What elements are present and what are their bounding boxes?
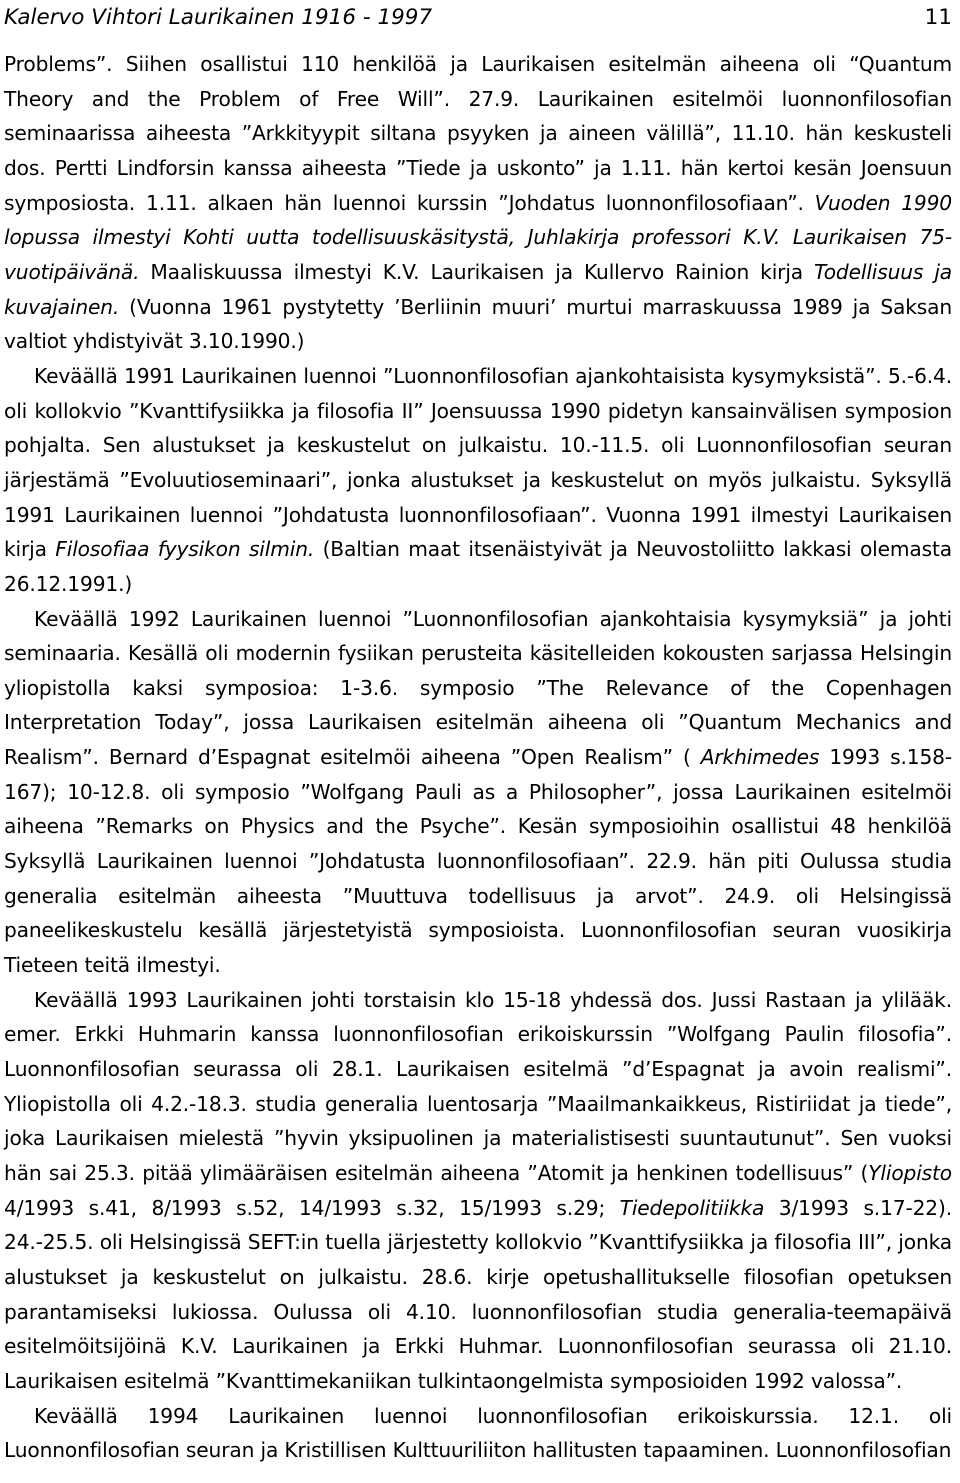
italic-text: Yliopisto xyxy=(868,1161,952,1185)
italic-text: Filosofiaa fyysikon silmin. xyxy=(55,537,315,562)
text-run: (Vuonna 1961 pystytetty ’Berliinin muuri’ murtui marraskuussa 1989 ja Saksan valtiot yhdistyivät 3.10.1990.) xyxy=(4,294,952,354)
text-run: 4/1993 s.41, 8/1993 s.52, 14/1993 s.32, 15/1993 s.29; xyxy=(4,1195,620,1220)
text-run: 3/1993 s.17-22). 24.-25.5. oli Helsingissä SEFT:in tuella järjestetty kollokvio ”Kvanttifysiikka ja filosofia III”, jonka alustukset ja keskustelut on julkaistu. 28.6. kirje opetushallitukselle filosofian opetuksen parantamiseksi lukiossa. Oulussa oli 4.10. luonnonfilosofian studia generalia-teemapäivä esitelmöitsijöinä K.V. Laurikainen ja Erkki Huhmar. Luonnonfilosofian seurassa oli 21.10. Laurikaisen esitelmä ”Kvanttimekaniikan tulkintaongelmista symposioiden 1992 valossa”. xyxy=(4,1195,952,1393)
text-run: Keväällä 1992 Laurikainen luennoi ”Luonnonfilosofian ajankohtaisia kysymyksiä” ja johti seminaaria. Kesällä oli modernin fysiikan perusteita käsitelleiden kokousten sarjassa Helsingin yliopistolla kaksi symposioa: 1-3.6. symposio ”The Relevance of the Copenhagen Interpretation Today”, jossa Laurikaisen esitelmän aiheena oli ”Quantum Mechanics and Realism”. Bernard d’Espagnat esitelmöi aiheena ”Open Realism” ( xyxy=(4,606,952,770)
paragraph xyxy=(4,983,952,1399)
page-header xyxy=(4,0,952,36)
paragraph xyxy=(4,602,952,983)
document-body xyxy=(4,47,952,1468)
italic-text: Todellisuus ja kuvajainen. xyxy=(4,259,952,319)
text-run: (Baltian maat itsenäistyivät ja Neuvostoliitto lakkasi olemasta 26.12.1991.) xyxy=(4,537,952,596)
paragraph xyxy=(4,359,952,602)
paragraph xyxy=(4,47,952,359)
text-run: Keväällä 1994 Laurikainen luennoi luonnonfilosofian erikoiskurssia. 12.1. oli Luonnonfilosofian seuran ja Kristillisen Kulttuuriliiton hallitusten tapaaminen. Luonnonfilosofian xyxy=(4,1403,952,1463)
italic-text: Arkhimedes xyxy=(700,745,820,770)
text-run: 1993 s.158-167); 10-12.8. oli symposio ”Wolfgang Pauli as a Philosopher”, jossa Laurikainen esitelmöi aiheena ”Remarks on Physics and the Psyche”. Kesän symposioihin osallistui 48 henkilöä Syksyllä Laurikainen luennoi ”Johdatusta luonnonfilosofiaan”. 22.9. hän piti Oulussa studia generalia esitelmän aiheesta ”Muuttuva todellisuus ja arvot”. 24.9. oli Helsingissä paneelikeskustelu kesällä järjestetyistä symposioista. Luonnonfilosofian seuran vuosikirja Tieteen teitä ilmestyi. xyxy=(4,745,953,978)
text-run: Keväällä 1993 Laurikainen johti torstaisin klo 15-18 yhdessä dos. Jussi Rastaan ja ylilääk. emer. Erkki Huhmarin kanssa luonnonfilosofian erikoiskurssin ”Wolfgang Paulin filosofia”. Luonnonfilosofian seurassa oli 28.1. Laurikaisen esitelmä ”d’Espagnat ja avoin realismi”. Yliopistolla oli 4.2.-18.3. studia generalia luentosarja ”Maailmankaikkeus, Ristiriidat ja tiede”, joka Laurikaisen mielestä ”hyvin yksipuolinen ja materialistisesti suuntautunut”. Sen vuoksi hän sai 25.3. pitää ylimääräisen esitelmän aiheena ”Atomit ja henkinen todellisuus” ( xyxy=(4,987,952,1185)
page-number: 11 xyxy=(924,5,952,30)
running-title: Kalervo Vihtori Laurikainen 1916 - 1997 xyxy=(4,5,433,30)
italic-text: Vuoden 1990 lopussa ilmestyi Kohti uutta todellisuuskäsitystä, Juhlakirja professori K.V. Laurikaisen 75-vuotipäivänä. xyxy=(4,190,952,284)
text-run: Maaliskuussa ilmestyi K.V. Laurikaisen ja Kullervo Rainion kirja xyxy=(139,259,815,284)
italic-text: Tiedepolitiikka xyxy=(619,1195,765,1220)
text-run: Problems”. Siihen osallistui 110 henkilöä ja Laurikaisen esitelmän aiheena oli “Quantum Theory and the Problem of Free Will”. 27.9. Laurikainen esitelmöi luonnonfilosofian seminaarissa aiheesta ”Arkkityypit siltana psyyken ja aineen välillä”, 11.10. hän keskusteli dos. Pertti Lindforsin kanssa aiheesta ”Tiede ja uskonto” ja 1.11. hän kertoi kesän Joensuun symposiosta. 1.11. alkaen hän luennoi kurssin ”Johdatus luonnonfilosofiaan”. xyxy=(4,52,952,215)
paragraph xyxy=(4,1399,952,1468)
text-run: Keväällä 1991 Laurikainen luennoi ”Luonnonfilosofian ajankohtaisista kysymyksistä”. 5.-6.4. oli kollokvio ”Kvanttifysiikka ja filosofia II” Joensuussa 1990 pidetyn kansainvälisen symposion pohjalta. Sen alustukset ja keskustelut on julkaistu. 10.-11.5. oli Luonnonfilosofian seuran järjestämä ”Evoluutioseminaari”, jonka alustukset ja keskustelut on myös julkaistu. Syksyllä 1991 Laurikainen luennoi ”Johdatusta luonnonfilosofiaan”. Vuonna 1991 ilmestyi Laurikaisen kirja xyxy=(4,363,952,562)
